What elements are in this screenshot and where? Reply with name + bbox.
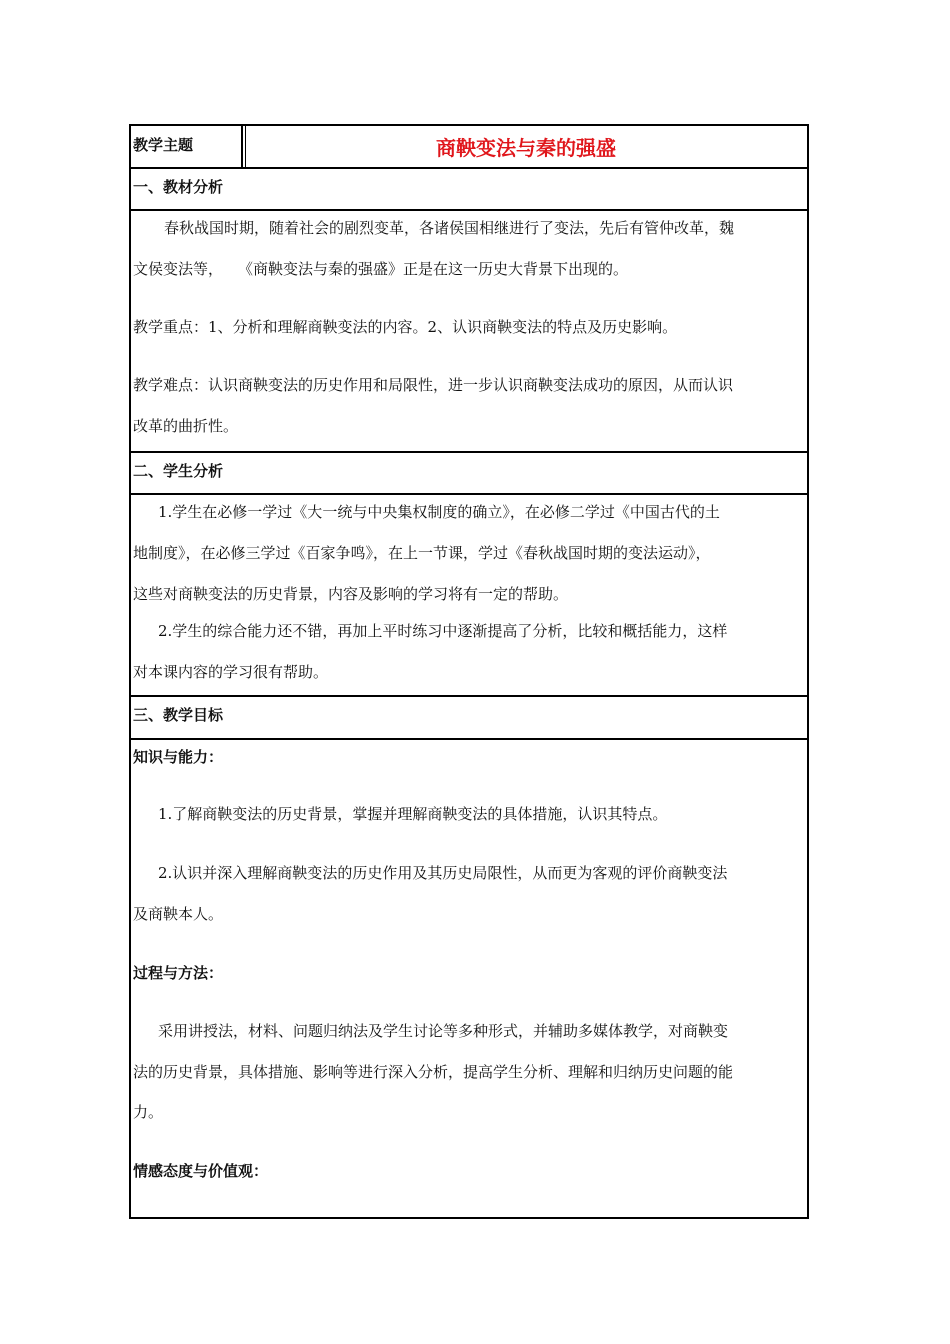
row-divider (131, 209, 807, 211)
key-points: 教学重点：1、分析和理解商鞅变法的内容。2、认识商鞅变法的特点及历史影响。 (133, 318, 678, 336)
process-line: 法的历史背景，具体措施、影响等进行深入分析，提高学生分析、理解和归纳历史问题的能 (133, 1063, 734, 1081)
header-divider (241, 126, 243, 167)
knowledge-heading: 知识与能力： (133, 748, 224, 766)
row-divider (131, 451, 807, 453)
knowledge-item-line: 及商鞅本人。 (133, 905, 224, 923)
student-analysis-line: 1.学生在必修一学过《大一统与中央集权制度的确立》，在必修二学过《中国古代的土 (158, 503, 720, 521)
textbook-paragraph-line: 春秋战国时期，随着社会的剧烈变革，各诸侯国相继进行了变法，先后有管仲改革，魏 (164, 219, 735, 237)
row-divider (131, 695, 807, 697)
emotion-heading: 情感态度与价值观： (133, 1162, 269, 1180)
difficulty-line: 改革的曲折性。 (133, 417, 239, 435)
row-divider (131, 167, 807, 169)
difficulty-line: 教学难点：认识商鞅变法的历史作用和局限性，进一步认识商鞅变法成功的原因，从而认识 (133, 376, 734, 394)
student-analysis-line: 地制度》，在必修三学过《百家争鸣》，在上一节课，学过《春秋战国时期的变法运动》， (133, 544, 711, 562)
student-analysis-line: 这些对商鞅变法的历史背景，内容及影响的学习将有一定的帮助。 (133, 585, 569, 603)
process-line: 采用讲授法，材料、问题归纳法及学生讨论等多种形式，并辅助多媒体教学，对商鞅变 (158, 1022, 729, 1040)
topic-label: 教学主题 (133, 136, 194, 154)
process-line: 力。 (133, 1103, 164, 1121)
knowledge-item-line: 2.认识并深入理解商鞅变法的历史作用及其历史局限性，从而更为客观的评价商鞅变法 (158, 864, 728, 882)
lesson-title: 商鞅变法与秦的强盛 (436, 136, 616, 160)
student-analysis-line: 对本课内容的学习很有帮助。 (133, 663, 329, 681)
student-analysis-line: 2.学生的综合能力还不错，再加上平时练习中逐渐提高了分析，比较和概括能力，这样 (158, 622, 728, 640)
knowledge-item: 1.了解商鞅变法的历史背景，掌握并理解商鞅变法的具体措施，认识其特点。 (158, 805, 668, 823)
textbook-paragraph-line: 文侯变法等， 《商鞅变法与秦的强盛》正是在这一历史大背景下出现的。 (133, 260, 629, 278)
lesson-plan-table (129, 124, 809, 1219)
row-divider (131, 738, 807, 740)
process-heading: 过程与方法： (133, 964, 224, 982)
row-divider (131, 493, 807, 495)
section-heading-students: 二、学生分析 (133, 462, 224, 480)
section-heading-objectives: 三、教学目标 (133, 706, 224, 724)
section-heading-textbook: 一、教材分析 (133, 178, 224, 196)
